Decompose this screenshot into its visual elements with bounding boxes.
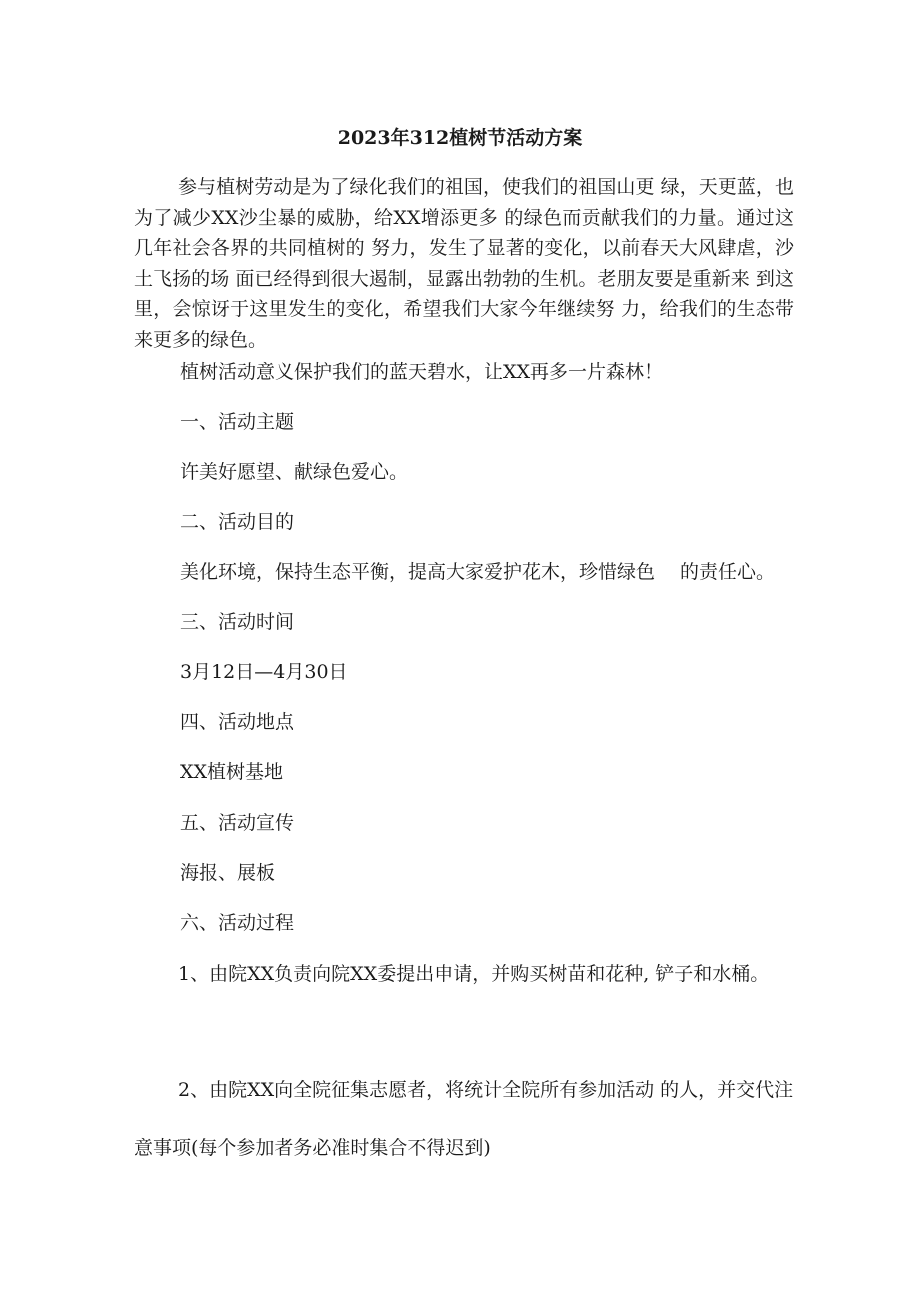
section-heading-purpose: 二、活动目的 xyxy=(180,511,295,533)
section-content-publicity: 海报、展板 xyxy=(180,862,276,884)
intro-paragraph: 参与植树劳动是为了绿化我们的祖国，使我们的祖国山更 绿，天更蓝，也为了减少XX沙尘暴的威胁，给XX增添更多 的绿色而贡献我们的力量。通过这几年社会各界的共同植树的 努力，发生了显著的变化，以前春天大风肆虐，沙土飞扬的场 面已经得到很大遏制，显露出勃勃的生机。老朋友要是重新来 到这里，会惊讶于这里发生的变化，希望我们大家今年继续努 力，给我们的生态带来更多的绿色。 xyxy=(134,176,794,351)
section-heading-publicity: 五、活动宣传 xyxy=(180,812,295,834)
section-content-time: 3月12日—4月30日 xyxy=(180,661,348,683)
section-content-location: XX植树基地 xyxy=(180,761,284,783)
section-content-purpose: 美化环境，保持生态平衡，提高大家爱护花木，珍惜绿色 的责任心。 xyxy=(180,561,776,583)
process-step-2: 2、由院XX向全院征集志愿者，将统计全院所有参加活动 的人，并交代注意事项(每个参加者务必准时集合不得迟到) xyxy=(134,1079,794,1159)
section-heading-theme: 一、活动主题 xyxy=(180,411,295,433)
section-heading-location: 四、活动地点 xyxy=(180,711,295,733)
document-title: 2023年312植树节活动方案 xyxy=(337,127,583,149)
section-heading-process: 六、活动过程 xyxy=(180,912,295,934)
section-content-theme: 许美好愿望、献绿色爱心。 xyxy=(180,461,409,483)
slogan-text: 植树活动意义保护我们的蓝天碧水，让XX再多一片森林！ xyxy=(180,361,664,383)
section-heading-time: 三、活动时间 xyxy=(180,611,295,633)
process-step-1: 1、由院XX负责向院XX委提出申请，并购买树苗和花种, 铲子和水桶。 xyxy=(178,963,770,985)
